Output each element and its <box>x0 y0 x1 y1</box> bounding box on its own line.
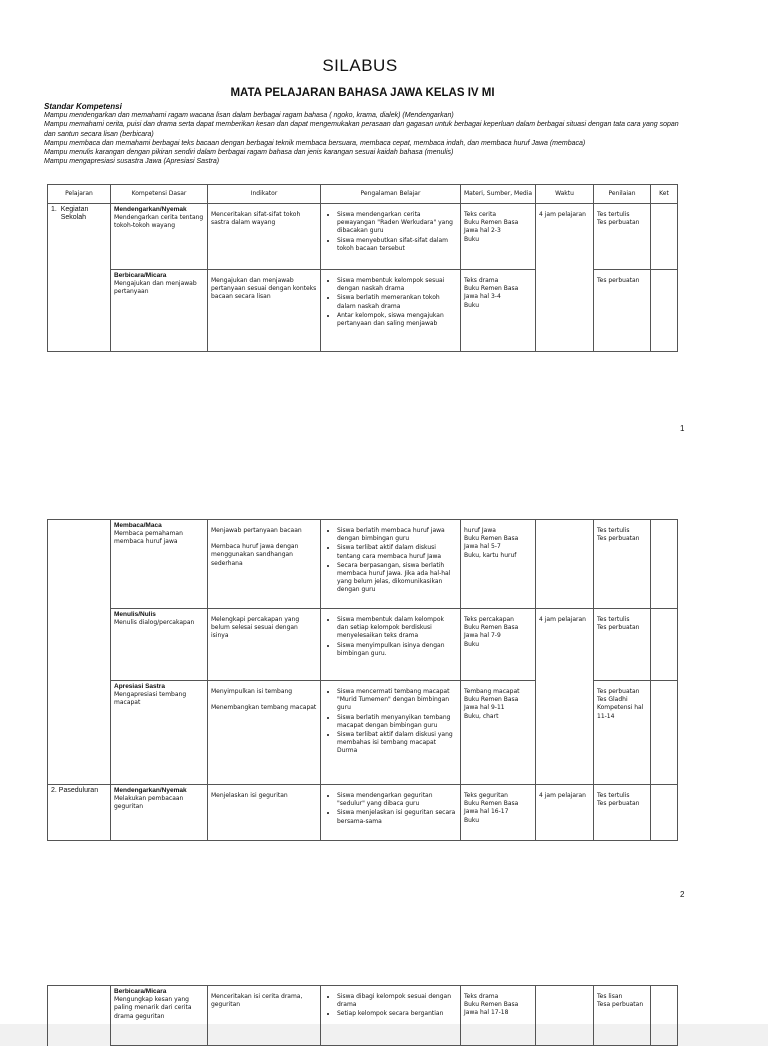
materi-cell <box>461 270 536 352</box>
kd-text: Membaca pemahaman membaca huruf jawa <box>114 530 183 546</box>
pelajaran-cell <box>48 520 111 609</box>
table-row <box>48 270 678 352</box>
list-item: • Siswa membentuk dalam kelompok dan setiap kelompok berdiskusi menyelesaikan teks drama <box>337 616 457 641</box>
standard-item: Mampu mendengarkan dan memahami ragam wacana lisan dalam berbagai ragam bahasa ( ngoko, krama, dialek) (Mendengarkan) <box>44 112 454 119</box>
kd-title: Berbicara/Micara <box>114 272 167 279</box>
materi-cell <box>461 986 536 1046</box>
materi-cell <box>461 785 536 841</box>
header-pengalaman-belajar: Pengalaman Belajar <box>321 185 461 204</box>
indikator-cell <box>208 986 321 1046</box>
standard-list <box>44 111 689 167</box>
standard-item: Mampu mengapresiasi susastra Jawa (Apresiasi Sastra) <box>44 158 220 166</box>
ket-cell <box>651 681 678 785</box>
indikator-cell <box>208 609 321 681</box>
kd-cell <box>111 986 208 1046</box>
indikator-text: Menceritakan isi cerita drama, geguritan <box>211 993 303 1009</box>
pengalaman-cell <box>321 609 461 681</box>
document-subtitle: MATA PELAJARAN BAHASA JAWA KELAS IV MI <box>230 87 495 99</box>
syllabus-table-page-1 <box>47 184 678 352</box>
indikator-text: Menceritakan sifat-sifat tokoh sastra dalam wayang <box>211 211 301 227</box>
penilaian-cell <box>594 681 651 785</box>
document-title: SILABUS <box>322 56 398 75</box>
waktu-cell <box>536 270 594 352</box>
materi-text: Teks drama Buku Remen Basa Jawa hal 17-18 <box>464 993 519 1017</box>
indikator-text: Menjawab pertanyaan bacaan <box>211 527 302 534</box>
indikator-cell <box>208 681 321 785</box>
ket-cell <box>651 785 678 841</box>
header-kompetensi-dasar: Kompetensi Dasar <box>111 185 208 204</box>
list-item: • Setiap kelompok secara bergantian <box>337 1010 457 1018</box>
kd-text: Menulis dialog/percakapan <box>114 619 195 627</box>
syllabus-table-page-3 <box>47 985 678 1046</box>
list-item: • Siswa berlatih menyanyikan tembang macapat dengan bimbingan guru <box>337 714 457 730</box>
kd-cell <box>111 520 208 609</box>
table-row <box>48 681 678 785</box>
indikator-text: Menembangkan tembang macapat <box>211 704 317 712</box>
pelajaran-cell <box>48 609 111 681</box>
penilaian-text: Tes tertulis Tes perbuatan <box>597 211 640 227</box>
list-item: • Siswa terlibat aktif dalam diskusi tentang cara membaca huruf Jawa <box>337 544 457 560</box>
pengalaman-cell <box>321 204 461 270</box>
indikator-text: Menjelaskan isi geguritan <box>211 792 288 799</box>
materi-cell <box>461 609 536 681</box>
kd-cell <box>111 270 208 352</box>
kd-title: Apresiasi Sastra <box>114 683 165 690</box>
page-number: 2 <box>680 890 685 899</box>
penilaian-cell <box>594 986 651 1046</box>
ket-cell <box>651 609 678 681</box>
kd-cell <box>111 681 208 785</box>
materi-text: Tembang macapat Buku Remen Basa Jawa hal 9-11 Buku, chart <box>464 688 520 720</box>
waktu-cell <box>536 520 594 609</box>
indikator-cell <box>208 520 321 609</box>
penilaian-text: Tes tertulis Tes perbuatan <box>597 527 640 543</box>
materi-cell <box>461 681 536 785</box>
pelajaran-cell <box>48 681 111 785</box>
kd-title: Mendengarkan/Nyemak <box>114 206 187 213</box>
kd-cell <box>111 785 208 841</box>
list-item: • Siswa berlatih membaca huruf jawa dengan bimbingan guru <box>337 527 457 543</box>
list-item: • Antar kelompok, siswa mengajukan pertanyaan dan saling menjawab <box>337 312 457 328</box>
materi-cell <box>461 520 536 609</box>
list-item: • Siswa berlatih memerankan tokoh dalam naskah drama <box>337 294 457 310</box>
kd-title: Membaca/Maca <box>114 522 162 529</box>
header-waktu: Waktu <box>536 185 594 204</box>
list-item: • Siswa mendengarkan geguritan "sedulur" yang dibaca guru <box>337 792 457 808</box>
penilaian-text: Tes perbuatan Tes Gladhi Kompetensi hal 11-14 <box>597 688 644 720</box>
penilaian-text: Tes tertulis Tes perbuatan <box>597 616 640 632</box>
pengalaman-cell <box>321 520 461 609</box>
kd-text: Mengajukan dan menjawab pertanyaan <box>114 280 197 296</box>
kd-cell <box>111 609 208 681</box>
header-materi: Materi, Sumber, Media <box>461 185 536 204</box>
pengalaman-cell <box>321 270 461 352</box>
waktu-text: 4 jam pelajaran <box>539 616 586 623</box>
list-item: • Siswa terlibat aktif dalam diskusi yang membahas isi tembang macapat Durma <box>337 731 457 756</box>
penilaian-cell <box>594 520 651 609</box>
table-row <box>48 609 678 681</box>
indikator-cell <box>208 204 321 270</box>
pelajaran-cell: 1. Kegiatan Sekolah <box>48 204 111 270</box>
indikator-cell <box>208 270 321 352</box>
standard-item: Mampu memahami cerita, puisi dan drama serta dapat memberikan kesan dan dapat mengemukakan perasaan dan gagasan untuk berbagai keperluan dalam berbagai situasi dengan tata cara yang sopan dan santun secara lisan (berbicara) <box>44 121 679 138</box>
ket-cell <box>651 204 678 270</box>
syllabus-table-page-2 <box>47 519 678 841</box>
materi-text: Teks cerita Buku Remen Basa Jawa hal 2-3 Buku <box>464 211 519 243</box>
materi-text: Teks geguritan Buku Remen Basa Jawa hal 16-17 Buku <box>464 792 519 824</box>
list-item: • Siswa dibagi kelompok sesuai dengan drama <box>337 993 457 1009</box>
ket-cell <box>651 986 678 1046</box>
kd-cell <box>111 204 208 270</box>
kd-text: Mendengarkan cerita tentang tokoh-tokoh wayang <box>114 214 204 230</box>
waktu-cell <box>536 204 594 270</box>
list-item: • Siswa membentuk kelompok sesuai dengan naskah drama <box>337 277 457 293</box>
waktu-text: 4 jam pelajaran <box>539 211 586 218</box>
materi-text: huruf Jawa Buku Remen Basa Jawa hal 5-7 Buku, kartu huruf <box>464 527 519 559</box>
penilaian-cell <box>594 270 651 352</box>
waktu-cell <box>536 785 594 841</box>
penilaian-text: Tes perbuatan <box>597 277 640 284</box>
indikator-text: Membaca huruf jawa dengan menggunakan sandhangan sederhana <box>211 543 299 567</box>
header-ket: Ket <box>651 185 678 204</box>
page-number: 1 <box>680 424 685 433</box>
list-item: • Siswa menjelaskan isi geguritan secara bersama-sama <box>337 809 457 825</box>
waktu-cell <box>536 681 594 785</box>
table-row <box>48 986 678 1046</box>
ket-cell <box>651 270 678 352</box>
pelajaran-cell <box>48 986 111 1046</box>
pengalaman-cell <box>321 986 461 1046</box>
indikator-text: Mengajukan dan menjawab pertanyaan sesuai dengan konteks bacaan secara lisan <box>211 277 317 301</box>
pelajaran-cell <box>48 270 111 352</box>
standard-heading: Standar Kompetensi <box>44 102 122 111</box>
list-item: • Siswa menyebutkan sifat-sifat dalam tokoh bacaan tersebut <box>337 237 457 253</box>
indikator-text: Melengkapi percakapan yang belum selesai sesuai dengan isinya <box>211 616 300 640</box>
header-penilaian: Penilaian <box>594 185 651 204</box>
waktu-text: 4 jam pelajaran <box>539 792 586 799</box>
table-row <box>48 785 678 841</box>
ket-cell <box>651 520 678 609</box>
indikator-cell <box>208 785 321 841</box>
indikator-text: Menyimpulkan isi tembang <box>211 688 293 695</box>
penilaian-cell <box>594 785 651 841</box>
list-item: • Siswa menyimpulkan isinya dengan bimbingan guru. <box>337 642 457 658</box>
standard-item: Mampu menulis karangan dengan pikiran sendiri dalam berbagai ragam bahasa dan jenis karangan sesuai kaidah bahasa (menulis) <box>44 149 454 157</box>
pelajaran-cell: 2. Paseduluran <box>48 785 111 841</box>
header-pelajaran: Pelajaran <box>48 185 111 204</box>
kd-title: Menulis/Nulis <box>114 611 156 618</box>
penilaian-cell <box>594 609 651 681</box>
kd-title: Berbicara/Micara <box>114 988 167 995</box>
penilaian-text: Tes lisan Tesa perbuatan <box>597 993 644 1009</box>
pengalaman-cell <box>321 681 461 785</box>
list-item: • Siswa mencermati tembang macapat "Murid Tumemen" dengan bimbingan guru <box>337 688 457 713</box>
kd-text: Mengungkap kesan yang paling menarik dari cerita drama geguritan <box>114 996 192 1020</box>
table-row <box>48 204 678 270</box>
penilaian-cell <box>594 204 651 270</box>
materi-cell <box>461 204 536 270</box>
waktu-cell <box>536 609 594 681</box>
materi-text: Teks percakapan Buku Remen Basa Jawa hal 7-9 Buku <box>464 616 519 648</box>
standard-item: Mampu membaca dan memahami berbagai teks bacaan dengan berbagai teknik membaca bersuara, membaca cepat, membaca indah, dan membaca huruf Jawa (membaca) <box>44 139 586 147</box>
pengalaman-cell <box>321 785 461 841</box>
penilaian-text: Tes tertulis Tes perbuatan <box>597 792 640 808</box>
list-item: • Secara berpasangan, siswa berlatih membaca huruf Jawa. Jika ada hal-hal yang belum jelas, dikomunikasikan dengan guru <box>337 562 457 595</box>
kd-title: Mendengarkan/Nyemak <box>114 787 187 794</box>
table-row <box>48 520 678 609</box>
kd-text: Mengapresiasi tembang macapat <box>114 691 187 707</box>
waktu-cell <box>536 986 594 1046</box>
header-indikator: Indikator <box>208 185 321 204</box>
list-item: • Siswa mendengarkan cerita pewayangan "Raden Werkudara" yang dibacakan guru <box>337 211 457 236</box>
materi-text: Teks drama Buku Remen Basa Jawa hal 3-4 Buku <box>464 277 519 309</box>
kd-text: Melakukan pembacaan geguritan <box>114 795 184 811</box>
table-header-row <box>48 185 678 204</box>
